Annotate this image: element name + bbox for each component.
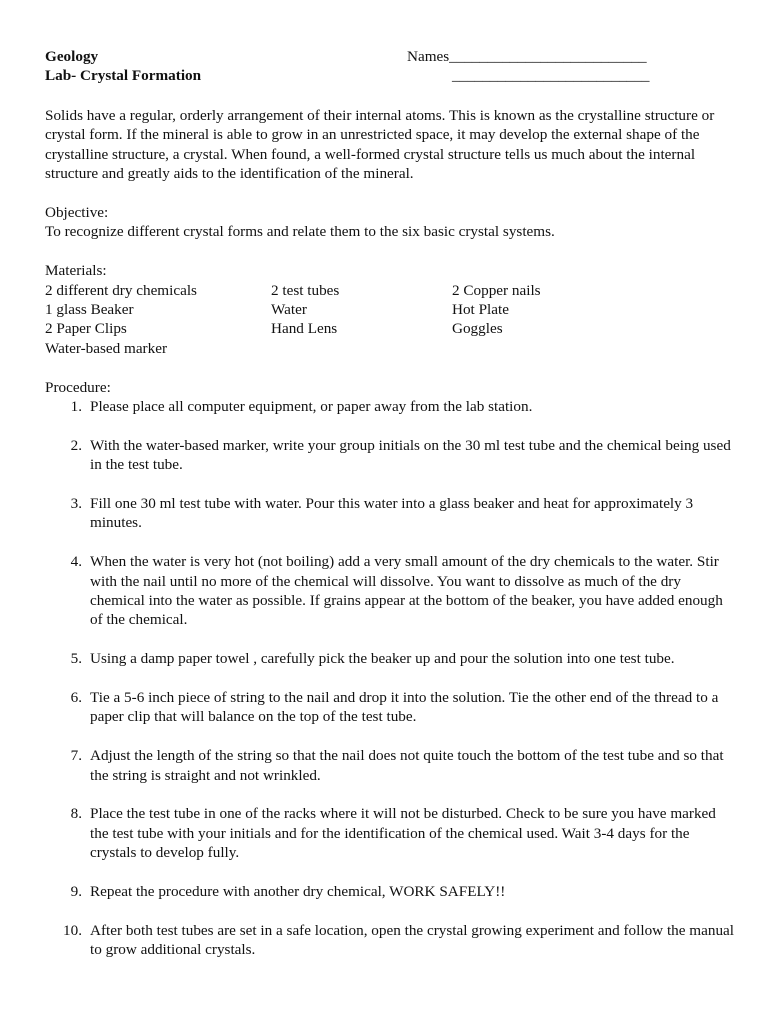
step-text: Please place all computer equipment, or paper away from the lab station. [90, 398, 533, 416]
step-number: 10. [63, 921, 82, 939]
material-item: 2 Copper nails [452, 281, 541, 299]
materials-heading: Materials: [45, 262, 107, 280]
materials-column-3 [452, 281, 652, 359]
step-text: Using a damp paper towel , carefully pick the beaker up and pour the solution into one test tube. [90, 650, 675, 668]
step-number: 1. [70, 398, 82, 416]
procedure-step [45, 552, 735, 630]
step-text: Adjust the length of the string so that the nail does not quite touch the bottom of the test tube and so that the string is straight and not wrinkled. [90, 747, 724, 784]
step-number: 2. [70, 436, 82, 454]
step-number: 7. [70, 747, 82, 765]
procedure-heading: Procedure: [45, 378, 111, 396]
names-label: Names__________________________ [407, 48, 647, 65]
step-number: 5. [70, 650, 82, 668]
materials-section [45, 261, 735, 358]
names-line-2: __________________________ [452, 67, 650, 85]
objective-section [45, 203, 735, 242]
materials-column-2 [271, 281, 452, 359]
step-text: Fill one 30 ml test tube with water. Pour this water into a glass beaker and heat for approximately 3 minutes. [90, 495, 694, 532]
step-number: 9. [70, 883, 82, 901]
names-field[interactable] [407, 47, 649, 86]
procedure-step [45, 688, 735, 727]
material-item: Hot Plate [452, 301, 509, 319]
procedure-section [45, 378, 735, 960]
procedure-step [45, 921, 735, 960]
material-item: 2 test tubes [271, 281, 340, 299]
procedure-step [45, 649, 735, 668]
material-item: 2 different dry chemicals [45, 281, 197, 299]
procedure-step [45, 746, 735, 785]
step-number: 8. [70, 805, 82, 823]
step-number: 3. [70, 495, 82, 513]
procedure-step [45, 804, 735, 862]
materials-list [45, 281, 735, 359]
document-header [45, 47, 735, 87]
procedure-step [45, 494, 735, 533]
step-text: Repeat the procedure with another dry chemical, WORK SAFELY!! [90, 883, 506, 901]
step-text: After both test tubes are set in a safe location, open the crystal growing experiment and follow the manual to grow additional crystals. [90, 921, 735, 959]
material-item: Water-based marker [45, 339, 168, 357]
step-text: With the water-based marker, write your group initials on the 30 ml test tube and the chemical being used in the test tube. [90, 436, 731, 474]
objective-text: To recognize different crystal forms and relate them to the six basic crystal systems. [45, 223, 555, 241]
step-text: Tie a 5-6 inch piece of string to the nail and drop it into the solution. Tie the other end of the thread to a paper clip that will balance on the top of the test tube. [90, 689, 719, 726]
material-item: Water [271, 301, 307, 319]
step-number: 4. [70, 553, 82, 571]
material-item: Goggles [452, 320, 503, 338]
procedure-step [45, 397, 735, 416]
objective-heading: Objective: [45, 204, 109, 222]
document-page [45, 47, 735, 979]
procedure-step [45, 436, 735, 475]
materials-column-1 [45, 281, 271, 359]
step-text: Place the test tube in one of the racks where it will not be disturbed. Check to be sure you have marked the test tube with your initials and for the identification of the chemical used. Wait 3-4 days for the crystals to develop fully. [90, 805, 716, 862]
material-item: 2 Paper Clips [45, 320, 127, 338]
lab-title: Lab- Crystal Formation [45, 67, 202, 85]
procedure-step [45, 882, 735, 901]
material-item: Hand Lens [271, 320, 338, 338]
intro-paragraph: Solids have a regular, orderly arrangement of their internal atoms. This is known as the crystalline structure or crystal form. If the mineral is able to grow in an unrestricted space, it may develop the external shape of the crystalline structure, a crystal. When found, a well-formed crystal structure tells us much about the internal structure and greatly aids to the identification of the mineral. [45, 107, 715, 183]
procedure-steps [45, 397, 735, 960]
step-text: When the water is very hot (not boiling) add a very small amount of the dry chemicals to the water. Stir with the nail until no more of the chemical will dissolve. You want to dissolve as much of the dry chemical into the water as possible. If grains appear at the bottom of the beaker, you have added enough of the chemical. [90, 553, 723, 629]
material-item: 1 glass Beaker [45, 301, 134, 319]
course-name: Geology [45, 48, 99, 65]
step-number: 6. [70, 689, 82, 707]
